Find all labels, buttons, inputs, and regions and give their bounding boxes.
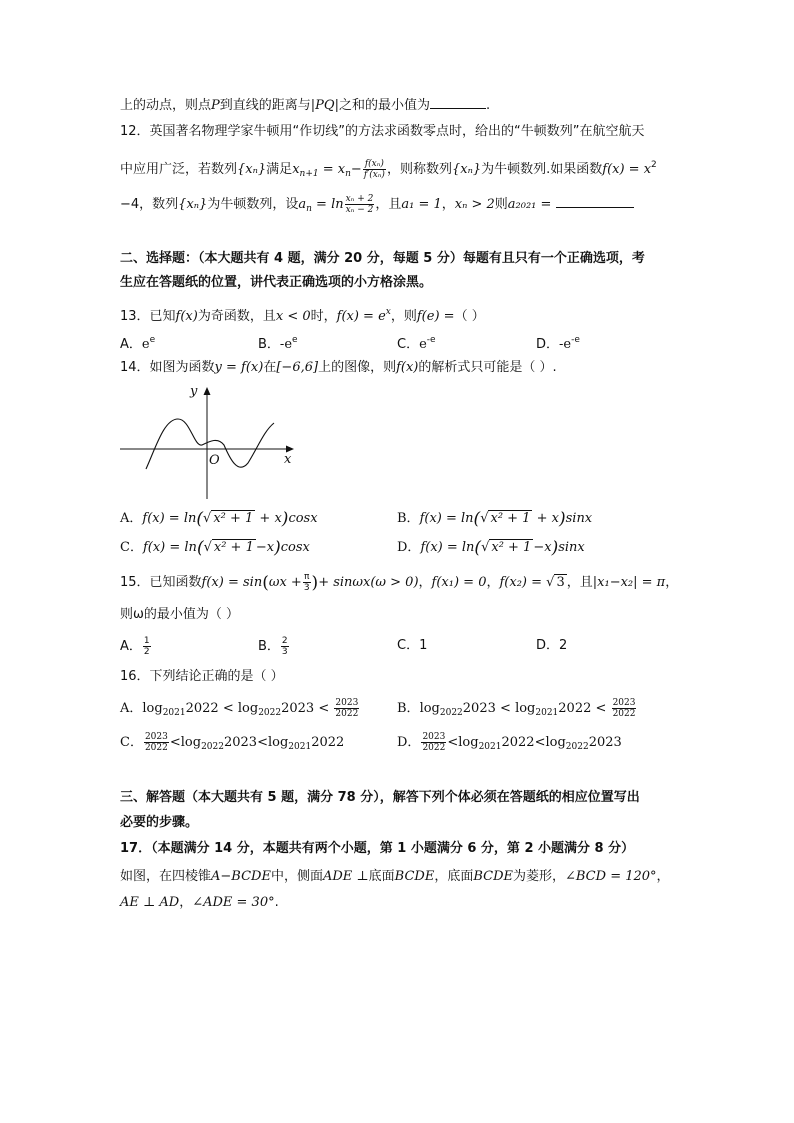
text: -e	[559, 337, 572, 352]
text: 1	[143, 636, 150, 646]
text: log	[419, 701, 440, 716]
math: ωx +	[268, 575, 302, 590]
q14-option-c[interactable]: C．f(x) = ln(√ x² + 1 −x)cosx	[120, 538, 310, 558]
text: 2022	[558, 701, 592, 716]
math: AE ⊥ AD	[120, 895, 180, 910]
text: 2023	[223, 735, 258, 750]
q17-line1	[120, 868, 670, 886]
text: 之和的最小值为	[338, 98, 430, 113]
math: y = f(x)	[214, 360, 264, 375]
q12-line1: 12．英国著名物理学家牛顿用“作切线”的方法求函数零点时，给出的“牛顿数列”在航空航天	[120, 124, 645, 139]
text: 2022	[144, 743, 168, 753]
text: cosx	[288, 511, 318, 526]
text: 2021	[535, 708, 559, 718]
text: 如图，在四棱锥	[120, 869, 212, 884]
text: 2021	[478, 742, 502, 752]
q11-tail	[120, 96, 490, 115]
text: 中，侧面	[270, 869, 323, 884]
text: e	[149, 335, 156, 345]
text: （ ）	[454, 309, 485, 324]
text: <	[222, 701, 234, 716]
math: f(e) =	[416, 309, 455, 324]
text: n	[306, 204, 312, 214]
text: 到直线的距离与	[219, 98, 311, 113]
text: )	[558, 509, 566, 529]
text: log	[458, 735, 479, 750]
text: −x	[533, 540, 552, 555]
text: x	[385, 307, 391, 317]
q15-option-d[interactable]	[536, 637, 567, 655]
text: xₙ + 2	[345, 194, 374, 204]
q13-option-c[interactable]	[397, 331, 436, 354]
text: 中应用广泛，若数列	[120, 162, 238, 177]
fraction	[421, 732, 446, 753]
text: 2022	[311, 735, 345, 750]
text: 2	[281, 636, 288, 646]
q15-option-b[interactable]	[258, 636, 290, 657]
math: x < 0	[275, 309, 311, 324]
q14-stem	[120, 359, 557, 377]
math: a₂₀₂₁ =	[507, 197, 552, 212]
math: f(x) = sin	[201, 575, 263, 590]
fraction	[345, 194, 375, 215]
text: 时，	[310, 309, 337, 324]
origin-label: O	[209, 453, 220, 468]
text: A．	[120, 511, 143, 526]
text: 2021	[288, 742, 312, 752]
text: −4，数列	[120, 197, 179, 212]
text: )	[274, 538, 281, 558]
text: D．	[397, 540, 421, 555]
text: C．	[120, 540, 143, 555]
fraction	[334, 698, 359, 719]
text: a	[298, 197, 307, 212]
text: 2	[143, 647, 150, 657]
q16-stem: 16．下列结论正确的是（ ）	[120, 669, 284, 684]
text: ，则	[390, 309, 417, 324]
math: xₙ > 2	[454, 197, 495, 212]
q12-line2	[120, 156, 657, 183]
text: 14．如图为函数	[120, 360, 215, 375]
math: f(x₁) = 0	[431, 575, 487, 590]
math: f(x) = x	[602, 162, 652, 177]
text: 上的动点，则点	[120, 98, 212, 113]
math: {xₙ}	[237, 162, 267, 177]
text: f(x) = ln	[142, 511, 197, 526]
text: log	[545, 735, 566, 750]
answer-blank	[556, 195, 634, 208]
fraction	[612, 698, 637, 719]
math: $x_{n+1} = x_n-$	[292, 162, 362, 179]
text: (	[262, 573, 269, 593]
text: e	[292, 335, 298, 345]
text: = ln	[316, 197, 344, 212]
q15-stem-1: 15．已知函数f(x) = sin(ωx + $\frac{\pi}{3}$ )+ sinωx(ω > 0)，f(x₁) = 0，f(x₂) = √ 3 ，且|x₁−x₂| = π，	[120, 572, 679, 593]
q13-option-d[interactable]	[536, 331, 580, 354]
text: n+1	[299, 169, 319, 179]
text: 则	[494, 197, 508, 212]
text: C．	[397, 638, 420, 653]
text: .	[485, 98, 491, 113]
math: a₁ = 1	[401, 197, 442, 212]
q15-stem-2: 则ω的最小值为（ ）	[120, 607, 240, 622]
text: 为牛顿数列，设	[207, 197, 299, 212]
text: 且	[579, 575, 593, 590]
text: f(x) = ln	[419, 511, 474, 526]
text: 2	[559, 638, 568, 653]
section3-heading-2: 必要的步骤。	[120, 815, 199, 830]
answer-blank	[430, 96, 486, 109]
text: ，底面	[434, 869, 474, 884]
q13-stem	[120, 303, 485, 326]
text: <	[500, 701, 511, 716]
text: π	[303, 572, 310, 582]
q14-option-a[interactable]: A．f(x) = ln(√ x² + 1 + x)cosx	[120, 509, 318, 529]
q16-option-a[interactable]	[120, 698, 360, 722]
text: 2023	[144, 732, 168, 742]
math: |x₁−x₂| = π	[592, 575, 666, 590]
text: sinx	[558, 540, 585, 555]
text: 2022	[201, 742, 224, 752]
text: )	[551, 538, 559, 558]
math: {xₙ}	[178, 197, 208, 212]
text: f(x) = ln	[142, 540, 197, 555]
math: f(x)	[175, 309, 198, 324]
text: 3	[303, 583, 310, 593]
text: A．	[120, 639, 142, 654]
q15-option-a[interactable]	[120, 636, 152, 657]
q16-option-c[interactable]	[120, 732, 344, 756]
fraction	[363, 159, 386, 180]
text: ，且	[375, 197, 402, 212]
q14-function-graph	[118, 383, 298, 503]
text: + x	[255, 511, 282, 526]
text: .	[274, 895, 279, 910]
text: 15．已知函数	[120, 575, 202, 590]
math: ADE ⊥	[322, 869, 369, 884]
q17-line2	[120, 894, 279, 912]
q17-title: 17．（本题满分 14 分，本题共有两个小题，第 1 小题满分 6 分，第 2 小题满分 8 分）	[120, 841, 635, 856]
y-label: y	[190, 384, 198, 399]
text: C．	[120, 735, 143, 750]
text: cosx	[280, 540, 310, 555]
math: [−6,6]	[276, 360, 319, 375]
math: ∠ADE = 30°	[192, 895, 275, 910]
math: P	[211, 98, 220, 113]
text: (	[473, 509, 481, 529]
q16-option-d[interactable]	[397, 732, 622, 756]
text: x² + 1	[490, 511, 531, 526]
text: f(x) = ln	[420, 540, 475, 555]
text: 2022	[422, 743, 446, 753]
math: |PQ|	[310, 98, 339, 113]
text: 2023	[281, 701, 315, 716]
text: 2022	[185, 701, 219, 716]
text: sinx	[565, 511, 593, 526]
text: x² + 1	[213, 540, 254, 555]
q16-option-b[interactable]	[397, 698, 637, 722]
text: 1	[419, 638, 428, 653]
text: + x	[532, 511, 559, 526]
text: 2021	[162, 708, 186, 718]
math: + sinωx(ω > 0)	[318, 575, 419, 590]
math	[298, 197, 343, 212]
text: 在	[263, 360, 277, 375]
text: <	[534, 735, 546, 750]
y-axis-arrow	[204, 387, 211, 395]
text: -e	[571, 335, 580, 345]
q14-option-b[interactable]: B．f(x) = ln(√ x² + 1 + x)sinx	[397, 509, 593, 529]
math: BCDE	[473, 869, 513, 884]
text: log	[267, 735, 289, 750]
math: {xₙ}	[451, 162, 482, 177]
text: 2022	[258, 708, 282, 718]
text: e	[419, 337, 427, 352]
text: 13．已知	[120, 309, 176, 324]
text: log	[142, 701, 163, 716]
text: n	[345, 169, 351, 179]
text: 2023	[335, 698, 359, 708]
text: B．	[258, 639, 280, 654]
text: B．	[258, 337, 280, 352]
text: B．	[397, 511, 420, 526]
math: f(x)	[396, 360, 419, 375]
text: <	[447, 735, 459, 750]
text: ，	[441, 197, 455, 212]
x-label: x	[284, 452, 292, 467]
text: A．	[120, 701, 143, 716]
text: log	[180, 735, 202, 750]
fraction	[303, 572, 311, 593]
text: 底面	[368, 869, 395, 884]
math: A−BCDE	[211, 869, 271, 884]
text: 满足	[266, 162, 293, 177]
text: 3	[556, 575, 565, 590]
text: 3	[281, 647, 288, 657]
text: 2023	[422, 732, 446, 742]
text: log	[515, 701, 536, 716]
fraction	[144, 732, 169, 753]
math: f(x₂) =	[499, 575, 543, 590]
text: 2022	[439, 708, 463, 718]
text: 为奇函数，且	[197, 309, 276, 324]
math: ∠BCD = 120°	[565, 869, 657, 884]
text: xₙ − 2	[345, 205, 374, 215]
text: log	[237, 701, 259, 716]
text: 2022	[335, 709, 359, 719]
text: ，则称数列	[386, 162, 452, 177]
text: f(xₙ)	[363, 159, 386, 170]
text: x	[292, 162, 300, 177]
text: (	[196, 509, 204, 529]
text: C．	[397, 337, 420, 352]
text: 2023	[612, 698, 636, 708]
section2-heading-1: 二、选择题：（本大题共有 4 题，满分 20 分，每题 5 分）每题有且只有一个正确选项，考	[120, 251, 645, 266]
text: 2023	[462, 701, 496, 716]
text: (	[474, 538, 482, 558]
q12-line3	[120, 194, 634, 218]
text: A．	[120, 337, 142, 352]
math: f(x) = e	[336, 309, 386, 324]
math: BCDE	[394, 869, 435, 884]
text: <	[595, 701, 607, 716]
text: <	[318, 701, 330, 716]
q13-option-b[interactable]	[258, 331, 298, 354]
text: =	[322, 162, 334, 177]
text: 为牛顿数列.如果函数	[481, 162, 603, 177]
text: 2022	[565, 742, 589, 752]
fraction	[143, 636, 151, 657]
text: 2023	[588, 735, 622, 750]
text: (	[196, 538, 204, 558]
q13-option-a[interactable]	[120, 331, 155, 354]
text: D．	[536, 337, 560, 352]
q14-option-d[interactable]: D．f(x) = ln(√ x² + 1 −x)sinx	[397, 538, 585, 558]
text: 的解析式只可能是（ ）.	[418, 360, 557, 375]
text: )	[311, 573, 319, 593]
text: D．	[536, 638, 560, 653]
fraction	[281, 636, 289, 657]
text: 为菱形，	[512, 869, 565, 884]
text: −x	[255, 540, 275, 555]
text: )	[281, 509, 289, 529]
text: -e	[426, 335, 436, 345]
text: B．	[397, 701, 420, 716]
text: 2022	[612, 709, 636, 719]
text: -e	[279, 337, 293, 352]
text: 2022	[501, 735, 535, 750]
section2-heading-2: 生应在答题纸的位置，讲代表正确选项的小方格涂黑。	[120, 275, 433, 290]
text: x² + 1	[491, 540, 532, 555]
text: D．	[397, 735, 421, 750]
text: e	[141, 337, 150, 352]
text: ，	[656, 869, 670, 884]
text: x² + 1	[213, 511, 254, 526]
text: f′(xₙ)	[363, 170, 385, 180]
q15-option-c[interactable]	[397, 637, 427, 655]
text: 2	[651, 160, 657, 170]
text: <	[257, 735, 268, 750]
text: ，	[179, 895, 193, 910]
section3-heading-1: 三、解答题（本大题共有 5 题，满分 78 分），解答下列个体必须在答题纸的相应位置写出	[120, 790, 640, 805]
text: <	[169, 735, 181, 750]
text: 上的图像，则	[318, 360, 397, 375]
